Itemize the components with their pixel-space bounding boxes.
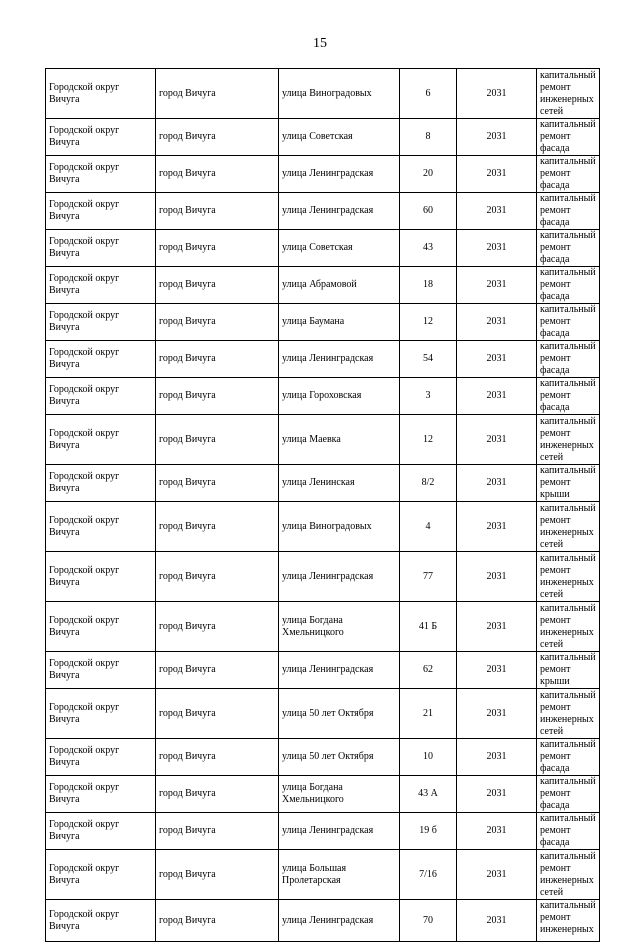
year-cell: 2031 [457, 304, 537, 341]
house-number-cell: 62 [400, 652, 457, 689]
table-row [46, 341, 600, 378]
work-type-cell: капитальный ремонт инженерных сетей [537, 415, 600, 465]
house-number-cell: 41 Б [400, 602, 457, 652]
year-cell: 2031 [457, 415, 537, 465]
municipality-cell: Городской округ Вичуга [46, 415, 156, 465]
house-number-cell: 19 б [400, 813, 457, 850]
table-row [46, 119, 600, 156]
table-row [46, 156, 600, 193]
work-type-cell: капитальный ремонт фасада [537, 267, 600, 304]
year-cell: 2031 [457, 900, 537, 942]
work-type-cell: капитальный ремонт фасада [537, 776, 600, 813]
house-number-cell: 70 [400, 900, 457, 942]
street-cell: улица Ленинградская [279, 193, 400, 230]
year-cell: 2031 [457, 69, 537, 119]
work-type-cell: капитальный ремонт фасада [537, 230, 600, 267]
settlement-cell: город Вичуга [156, 230, 279, 267]
municipality-cell: Городской округ Вичуга [46, 776, 156, 813]
settlement-cell: город Вичуга [156, 156, 279, 193]
year-cell: 2031 [457, 813, 537, 850]
municipality-cell: Городской округ Вичуга [46, 900, 156, 942]
table-row [46, 465, 600, 502]
settlement-cell: город Вичуга [156, 193, 279, 230]
house-number-cell: 12 [400, 415, 457, 465]
municipality-cell: Городской округ Вичуга [46, 739, 156, 776]
work-type-cell: капитальный ремонт инженерных сетей [537, 69, 600, 119]
year-cell: 2031 [457, 156, 537, 193]
year-cell: 2031 [457, 378, 537, 415]
municipality-cell: Городской округ Вичуга [46, 689, 156, 739]
street-cell: улица Абрамовой [279, 267, 400, 304]
work-type-cell: капитальный ремонт инженерных сетей [537, 502, 600, 552]
table-row [46, 900, 600, 942]
house-number-cell: 8 [400, 119, 457, 156]
house-number-cell: 10 [400, 739, 457, 776]
year-cell: 2031 [457, 776, 537, 813]
table-row [46, 230, 600, 267]
house-number-cell: 6 [400, 69, 457, 119]
work-type-text: капитальный ремонт инженерных [540, 900, 596, 935]
municipality-cell: Городской округ Вичуга [46, 341, 156, 378]
house-number-cell: 18 [400, 267, 457, 304]
settlement-cell: город Вичуга [156, 267, 279, 304]
house-number-cell: 3 [400, 378, 457, 415]
table-row [46, 552, 600, 602]
street-cell: улица Ленинградская [279, 552, 400, 602]
table-row [46, 415, 600, 465]
street-cell: улица Гороховская [279, 378, 400, 415]
municipality-cell: Городской округ Вичуга [46, 267, 156, 304]
street-cell: улица Ленинградская [279, 813, 400, 850]
year-cell: 2031 [457, 267, 537, 304]
house-number-cell: 4 [400, 502, 457, 552]
municipality-cell: Городской округ Вичуга [46, 602, 156, 652]
work-type-cell: капитальный ремонт фасада [537, 739, 600, 776]
table-row [46, 602, 600, 652]
street-cell: улица Советская [279, 230, 400, 267]
table-row [46, 813, 600, 850]
house-number-cell: 8/2 [400, 465, 457, 502]
work-type-cell: капитальный ремонт фасада [537, 813, 600, 850]
work-type-cell: капитальный ремонт инженерных сетей [537, 850, 600, 900]
year-cell: 2031 [457, 652, 537, 689]
municipality-cell: Городской округ Вичуга [46, 813, 156, 850]
municipality-cell: Городской округ Вичуга [46, 378, 156, 415]
repair-schedule-table [45, 68, 600, 942]
table-row [46, 69, 600, 119]
table-row [46, 850, 600, 900]
street-cell: улица Богдана Хмельницкого [279, 602, 400, 652]
municipality-cell: Городской округ Вичуга [46, 502, 156, 552]
house-number-cell: 20 [400, 156, 457, 193]
house-number-cell: 60 [400, 193, 457, 230]
settlement-cell: город Вичуга [156, 378, 279, 415]
street-cell: улица Баумана [279, 304, 400, 341]
year-cell: 2031 [457, 341, 537, 378]
house-number-cell: 7/16 [400, 850, 457, 900]
street-cell: улица Советская [279, 119, 400, 156]
settlement-cell: город Вичуга [156, 69, 279, 119]
house-number-cell: 43 [400, 230, 457, 267]
settlement-cell: город Вичуга [156, 552, 279, 602]
work-type-cell: капитальный ремонт фасада [537, 304, 600, 341]
settlement-cell: город Вичуга [156, 415, 279, 465]
table-row [46, 193, 600, 230]
work-type-cell: капитальный ремонт фасада [537, 119, 600, 156]
table-row [46, 378, 600, 415]
municipality-cell: Городской округ Вичуга [46, 552, 156, 602]
street-cell: улица Маевка [279, 415, 400, 465]
table-row [46, 652, 600, 689]
house-number-cell: 43 А [400, 776, 457, 813]
settlement-cell: город Вичуга [156, 602, 279, 652]
year-cell: 2031 [457, 602, 537, 652]
street-cell: улица Виноградовых [279, 69, 400, 119]
work-type-cell: капитальный ремонт фасада [537, 193, 600, 230]
year-cell: 2031 [457, 850, 537, 900]
street-cell: улица Ленинградская [279, 341, 400, 378]
house-number-cell: 54 [400, 341, 457, 378]
municipality-cell: Городской округ Вичуга [46, 69, 156, 119]
municipality-cell: Городской округ Вичуга [46, 230, 156, 267]
settlement-cell: город Вичуга [156, 119, 279, 156]
settlement-cell: город Вичуга [156, 652, 279, 689]
street-cell: улица Виноградовых [279, 502, 400, 552]
table-row [46, 304, 600, 341]
settlement-cell: город Вичуга [156, 776, 279, 813]
municipality-cell: Городской округ Вичуга [46, 193, 156, 230]
work-type-cell: капитальный ремонт инженерных сетей [537, 689, 600, 739]
street-cell: улица Ленинградская [279, 652, 400, 689]
table-row [46, 776, 600, 813]
municipality-cell: Городской округ Вичуга [46, 465, 156, 502]
street-cell: улица Ленинская [279, 465, 400, 502]
year-cell: 2031 [457, 193, 537, 230]
municipality-cell: Городской округ Вичуга [46, 119, 156, 156]
page-number: 15 [313, 36, 327, 51]
street-cell: улица Ленинградская [279, 156, 400, 193]
municipality-cell: Городской округ Вичуга [46, 652, 156, 689]
work-type-cell [537, 900, 600, 942]
year-cell: 2031 [457, 502, 537, 552]
work-type-cell: капитальный ремонт крыши [537, 652, 600, 689]
street-cell: улица Большая Пролетарская [279, 850, 400, 900]
work-type-cell: капитальный ремонт фасада [537, 378, 600, 415]
street-cell: улица 50 лет Октября [279, 739, 400, 776]
table-row [46, 689, 600, 739]
year-cell: 2031 [457, 230, 537, 267]
settlement-cell: город Вичуга [156, 813, 279, 850]
year-cell: 2031 [457, 119, 537, 156]
house-number-cell: 77 [400, 552, 457, 602]
municipality-cell: Городской округ Вичуга [46, 850, 156, 900]
year-cell: 2031 [457, 739, 537, 776]
year-cell: 2031 [457, 552, 537, 602]
settlement-cell: город Вичуга [156, 341, 279, 378]
street-cell: улица Богдана Хмельницкого [279, 776, 400, 813]
table-row [46, 502, 600, 552]
settlement-cell: город Вичуга [156, 689, 279, 739]
settlement-cell: город Вичуга [156, 304, 279, 341]
year-cell: 2031 [457, 465, 537, 502]
work-type-cell: капитальный ремонт инженерных сетей [537, 552, 600, 602]
settlement-cell: город Вичуга [156, 739, 279, 776]
work-type-cell: капитальный ремонт инженерных сетей [537, 602, 600, 652]
work-type-cell: капитальный ремонт фасада [537, 341, 600, 378]
street-cell: улица 50 лет Октября [279, 689, 400, 739]
year-cell: 2031 [457, 689, 537, 739]
house-number-cell: 21 [400, 689, 457, 739]
settlement-cell: город Вичуга [156, 900, 279, 942]
house-number-cell: 12 [400, 304, 457, 341]
work-type-cell: капитальный ремонт фасада [537, 156, 600, 193]
table-row [46, 739, 600, 776]
municipality-cell: Городской округ Вичуга [46, 304, 156, 341]
settlement-cell: город Вичуга [156, 850, 279, 900]
work-type-cell: капитальный ремонт крыши [537, 465, 600, 502]
street-cell: улица Ленинградская [279, 900, 400, 942]
table-row [46, 267, 600, 304]
settlement-cell: город Вичуга [156, 465, 279, 502]
settlement-cell: город Вичуга [156, 502, 279, 552]
municipality-cell: Городской округ Вичуга [46, 156, 156, 193]
